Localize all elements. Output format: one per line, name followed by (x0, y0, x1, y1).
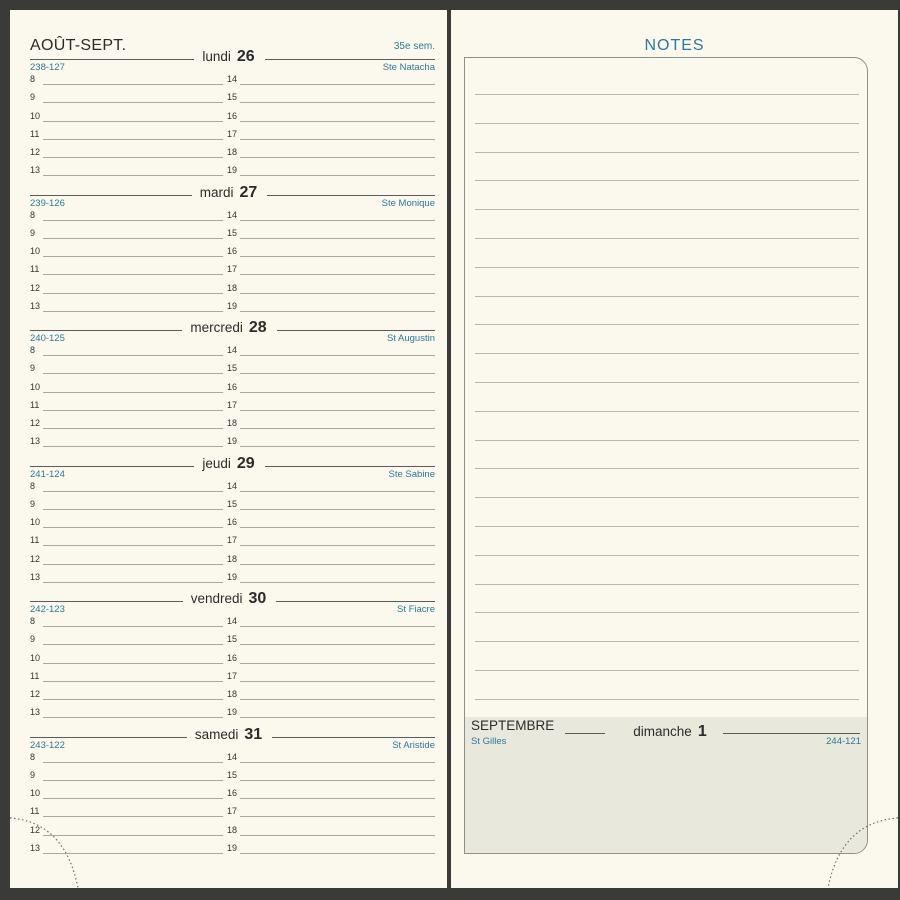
hour-line (240, 853, 435, 854)
hour-label: 18 (227, 418, 238, 428)
hour-label: 12 (30, 418, 41, 428)
hour-line (43, 681, 223, 682)
hour-line (43, 84, 223, 85)
week-number: 35e sem. (393, 41, 435, 52)
saint-name: Ste Sabine (388, 468, 435, 480)
hour-line (240, 392, 435, 393)
day-heading (10, 590, 447, 608)
note-line (475, 641, 859, 642)
day-heading (10, 48, 447, 66)
hour-line (43, 780, 223, 781)
hour-line (240, 527, 435, 528)
hour-line (240, 157, 435, 158)
hour-label: 14 (227, 74, 238, 84)
hour-label: 9 (30, 769, 36, 780)
hour-label: 8 (30, 74, 36, 84)
saint-name: Ste Monique (381, 197, 435, 209)
hour-label: 13 (30, 707, 41, 717)
hour-line (43, 699, 223, 700)
hour-label: 16 (227, 652, 238, 663)
hour-line (43, 256, 223, 257)
hour-line (240, 410, 435, 411)
hour-label: 16 (227, 110, 238, 121)
hour-label: 14 (227, 345, 238, 355)
hour-label: 17 (227, 399, 238, 410)
hour-label: 19 (227, 300, 238, 311)
hour-line (43, 311, 223, 312)
hour-line (240, 564, 435, 565)
day-number: 29 (236, 454, 255, 472)
hour-line (240, 644, 435, 645)
note-line (475, 209, 859, 210)
hour-label: 13 (30, 842, 41, 853)
hour-label: 18 (227, 282, 238, 293)
hour-line (240, 102, 435, 103)
hour-label: 9 (30, 498, 36, 509)
hour-label: 15 (227, 634, 238, 644)
hour-label: 8 (30, 616, 36, 626)
hour-label: 17 (227, 670, 238, 681)
note-line (475, 670, 859, 671)
hour-line (43, 527, 223, 528)
hour-label: 8 (30, 345, 36, 355)
hour-label: 18 (227, 824, 238, 835)
hour-line (43, 392, 223, 393)
corner-decoration-icon (10, 810, 90, 890)
hour-label: 19 (227, 571, 238, 582)
hour-line (43, 355, 223, 356)
hour-line (240, 835, 435, 836)
sunday-day-number: 1 (697, 723, 707, 740)
hour-label: 16 (227, 517, 238, 527)
day-heading (10, 455, 447, 473)
hour-label: 8 (30, 480, 36, 491)
hour-line (240, 545, 435, 546)
sunday-saint: St Gilles (471, 736, 507, 747)
note-line (475, 468, 859, 469)
hour-line (43, 545, 223, 546)
note-line (475, 123, 859, 124)
hour-line (43, 663, 223, 664)
note-line (475, 526, 859, 527)
hour-line (43, 798, 223, 799)
note-line (475, 267, 859, 268)
sunday-section (465, 717, 867, 853)
hour-label: 18 (227, 689, 238, 699)
hour-label: 10 (30, 788, 41, 798)
hour-label: 18 (227, 553, 238, 564)
note-line (475, 238, 859, 239)
hour-label: 11 (30, 128, 40, 139)
hour-line (240, 798, 435, 799)
day-code: 239-126 (30, 197, 65, 209)
day-block (10, 455, 447, 590)
hour-line (240, 626, 435, 627)
note-line (475, 324, 859, 325)
hour-label: 15 (227, 92, 238, 102)
weekday-label: lundi (202, 49, 231, 64)
note-line (475, 180, 859, 181)
weekday-label: vendredi (190, 591, 243, 606)
note-line (475, 612, 859, 613)
hour-line (43, 410, 223, 411)
hour-label: 19 (227, 436, 238, 446)
hour-line (240, 274, 435, 275)
hour-line (240, 175, 435, 176)
hour-line (240, 256, 435, 257)
hour-line (43, 446, 223, 447)
hour-line (240, 582, 435, 583)
note-line (475, 699, 859, 700)
hour-line (240, 84, 435, 85)
hour-line (240, 311, 435, 312)
saint-name: St Aristide (392, 739, 435, 751)
day-block (10, 319, 447, 454)
hour-label: 17 (227, 806, 238, 816)
hour-line (43, 139, 223, 140)
hour-label: 16 (227, 788, 238, 798)
hour-label: 14 (227, 209, 238, 220)
hour-label: 12 (30, 147, 41, 157)
hour-line (240, 681, 435, 682)
hour-label: 11 (30, 264, 40, 274)
note-line (475, 152, 859, 153)
hour-line (43, 238, 223, 239)
hour-line (43, 564, 223, 565)
sunday-month: SEPTEMBRE (471, 718, 555, 733)
hour-label: 18 (227, 147, 238, 157)
sunday-weekday: dimanche (633, 724, 692, 739)
hour-label: 15 (227, 498, 238, 509)
hour-line (43, 762, 223, 763)
hour-label: 15 (227, 769, 238, 780)
hour-line (240, 428, 435, 429)
hour-label: 11 (30, 399, 40, 410)
hour-line (240, 717, 435, 718)
hour-line (43, 717, 223, 718)
hour-line (240, 699, 435, 700)
hour-line (240, 238, 435, 239)
day-number: 26 (236, 48, 255, 65)
hour-label: 12 (30, 282, 41, 293)
saint-name: St Augustin (386, 333, 435, 344)
note-line (475, 555, 859, 556)
day-code: 243-122 (30, 739, 65, 751)
weekday-label: mercredi (190, 320, 243, 335)
sunday-rule-left (565, 733, 605, 734)
day-heading (10, 319, 447, 337)
hour-label: 17 (227, 264, 238, 274)
hour-line (43, 175, 223, 176)
note-line (475, 353, 859, 354)
day-number: 30 (248, 590, 267, 607)
day-block (10, 48, 447, 183)
hour-line (43, 509, 223, 510)
hour-label: 19 (227, 842, 238, 853)
hour-label: 12 (30, 689, 41, 699)
hour-line (240, 139, 435, 140)
sunday-rule-right (723, 733, 860, 734)
hour-label: 10 (30, 246, 41, 256)
hour-line (43, 102, 223, 103)
hour-label: 13 (30, 300, 41, 311)
hour-label: 9 (30, 92, 36, 102)
hour-label: 10 (30, 517, 41, 527)
note-line (475, 382, 859, 383)
hour-line (43, 428, 223, 429)
hour-label: 15 (227, 227, 238, 238)
hour-line (43, 626, 223, 627)
month-title: AOÛT-SEPT. (30, 37, 127, 54)
hour-line (240, 355, 435, 356)
sunday-day-code: 244-121 (826, 736, 861, 747)
sunday-day-heading (615, 723, 725, 741)
hour-line (43, 293, 223, 294)
hour-label: 10 (30, 381, 41, 392)
day-block (10, 184, 447, 319)
hour-label: 14 (227, 616, 238, 626)
hour-label: 17 (227, 128, 238, 139)
saint-name: St Fiacre (396, 604, 435, 615)
hour-line (43, 220, 223, 221)
hour-label: 10 (30, 652, 41, 663)
weekday-label: jeudi (202, 455, 231, 471)
day-number: 31 (244, 725, 263, 743)
saint-name: Ste Natacha (382, 62, 435, 73)
note-line (475, 440, 859, 441)
day-code: 240-125 (30, 333, 65, 344)
hour-label: 19 (227, 707, 238, 717)
day-number: 28 (248, 319, 267, 336)
hour-line (240, 509, 435, 510)
hour-label: 8 (30, 751, 36, 762)
hour-line (240, 491, 435, 492)
day-code: 238-127 (30, 62, 65, 73)
hour-label: 9 (30, 227, 36, 238)
hour-label: 14 (227, 751, 238, 762)
note-line (475, 411, 859, 412)
hour-label: 10 (30, 110, 41, 121)
hour-line (43, 491, 223, 492)
hour-label: 16 (227, 381, 238, 392)
hour-line (240, 762, 435, 763)
hour-label: 15 (227, 363, 238, 373)
hour-label: 12 (30, 824, 41, 835)
day-block (10, 590, 447, 725)
hour-label: 17 (227, 535, 238, 545)
hour-label: 13 (30, 436, 41, 446)
hour-label: 16 (227, 246, 238, 256)
hour-line (43, 274, 223, 275)
hour-line (240, 780, 435, 781)
hour-line (240, 121, 435, 122)
hour-label: 8 (30, 209, 36, 220)
hour-line (240, 663, 435, 664)
hour-label: 9 (30, 363, 36, 373)
hour-label: 11 (30, 535, 40, 545)
day-code: 242-123 (30, 604, 65, 615)
weekday-label: mardi (199, 184, 234, 200)
note-line (475, 296, 859, 297)
day-number: 27 (239, 183, 258, 201)
day-heading (10, 726, 447, 744)
note-line (475, 497, 859, 498)
corner-decoration-icon (816, 810, 898, 890)
hour-label: 13 (30, 571, 41, 582)
hour-line (240, 293, 435, 294)
hour-line (43, 582, 223, 583)
hour-label: 12 (30, 553, 41, 564)
hour-line (43, 121, 223, 122)
hour-label: 9 (30, 634, 36, 644)
note-line (475, 94, 859, 95)
hour-label: 11 (30, 806, 40, 816)
hour-label: 14 (227, 480, 238, 491)
hour-line (240, 373, 435, 374)
weekday-label: samedi (194, 726, 239, 742)
hour-line (240, 816, 435, 817)
right-page (451, 10, 898, 888)
hour-line (240, 446, 435, 447)
hour-label: 11 (30, 670, 40, 681)
notes-box (464, 57, 868, 854)
hour-line (43, 157, 223, 158)
notes-title: NOTES (644, 37, 705, 54)
left-page (10, 10, 447, 888)
day-code: 241-124 (30, 468, 65, 480)
hour-label: 19 (227, 165, 238, 175)
hour-line (43, 644, 223, 645)
hour-line (240, 220, 435, 221)
hour-label: 13 (30, 165, 41, 175)
hour-line (43, 373, 223, 374)
note-line (475, 584, 859, 585)
